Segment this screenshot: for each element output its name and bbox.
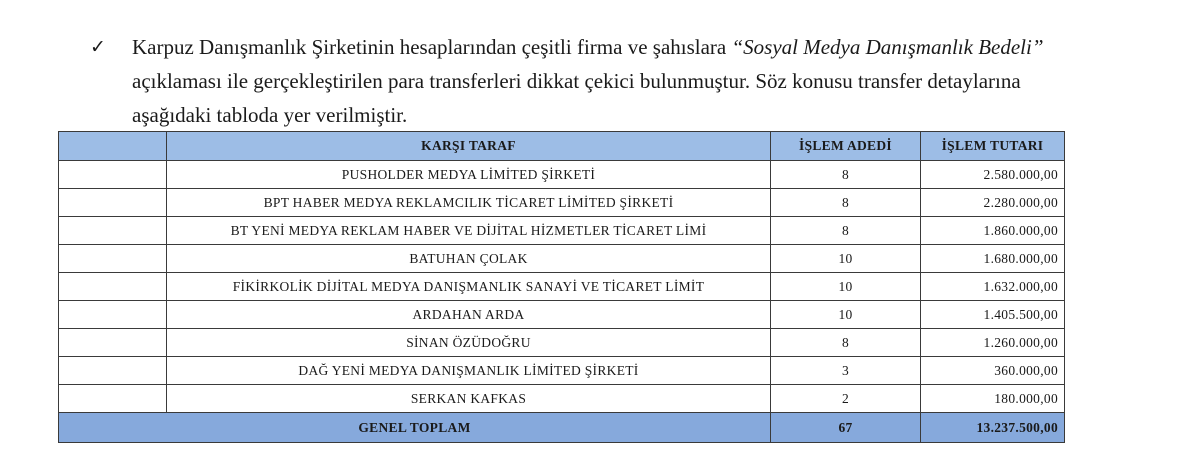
header-index — [59, 132, 167, 161]
table-row — [59, 245, 1065, 273]
counterparty-cell: SERKAN KAFKAS — [167, 385, 771, 413]
transaction-amount-cell: 2.580.000,00 — [921, 161, 1065, 189]
table-row — [59, 189, 1065, 217]
counterparty-cell: SİNAN ÖZÜDOĞRU — [167, 329, 771, 357]
transaction-count-cell: 3 — [771, 357, 921, 385]
transaction-count-cell: 8 — [771, 189, 921, 217]
row-index-cell — [59, 357, 167, 385]
header-transaction-amount: İŞLEM TUTARI — [921, 132, 1065, 161]
total-amount: 13.237.500,00 — [921, 413, 1065, 443]
transaction-count-cell: 8 — [771, 217, 921, 245]
table-row — [59, 329, 1065, 357]
transaction-count-cell: 10 — [771, 245, 921, 273]
row-index-cell — [59, 385, 167, 413]
counterparty-cell: ARDAHAN ARDA — [167, 301, 771, 329]
transfers-table — [58, 131, 1065, 443]
counterparty-cell: FİKİRKOLİK DİJİTAL MEDYA DANIŞMANLIK SANAYİ VE TİCARET LİMİT — [167, 273, 771, 301]
table-header-row — [59, 132, 1065, 161]
transaction-amount-cell: 1.860.000,00 — [921, 217, 1065, 245]
row-index-cell — [59, 273, 167, 301]
table-row — [59, 301, 1065, 329]
paragraph-quote: “Sosyal Medya Danışmanlık Bedeli” — [731, 35, 1044, 59]
checkmark-icon: ✓ — [90, 36, 106, 58]
transaction-count-cell: 10 — [771, 273, 921, 301]
table-body — [59, 161, 1065, 413]
transaction-count-cell: 8 — [771, 329, 921, 357]
transaction-count-cell: 8 — [771, 161, 921, 189]
transaction-amount-cell: 1.260.000,00 — [921, 329, 1065, 357]
row-index-cell — [59, 217, 167, 245]
intro-paragraph — [92, 30, 1092, 132]
transaction-amount-cell: 1.405.500,00 — [921, 301, 1065, 329]
transaction-amount-cell: 180.000,00 — [921, 385, 1065, 413]
row-index-cell — [59, 301, 167, 329]
table-row — [59, 161, 1065, 189]
header-counterparty: KARŞI TARAF — [167, 132, 771, 161]
paragraph-text-after: açıklaması ile gerçekleştirilen para transferleri dikkat çekici bulunmuştur. Söz konusu transfer detaylarına aşağıdaki tabloda yer verilmiştir. — [132, 69, 1021, 127]
row-index-cell — [59, 245, 167, 273]
total-label: GENEL TOPLAM — [59, 413, 771, 443]
paragraph-text-before: Karpuz Danışmanlık Şirketinin hesaplarından çeşitli firma ve şahıslara — [132, 35, 732, 59]
counterparty-cell: PUSHOLDER MEDYA LİMİTED ŞİRKETİ — [167, 161, 771, 189]
row-index-cell — [59, 161, 167, 189]
transaction-count-cell: 10 — [771, 301, 921, 329]
transaction-amount-cell: 1.632.000,00 — [921, 273, 1065, 301]
row-index-cell — [59, 189, 167, 217]
counterparty-cell: BPT HABER MEDYA REKLAMCILIK TİCARET LİMİTED ŞİRKETİ — [167, 189, 771, 217]
table-row — [59, 357, 1065, 385]
table-row — [59, 273, 1065, 301]
counterparty-cell: BT YENİ MEDYA REKLAM HABER VE DİJİTAL HİZMETLER TİCARET LİMİ — [167, 217, 771, 245]
header-transaction-count: İŞLEM ADEDİ — [771, 132, 921, 161]
row-index-cell — [59, 329, 167, 357]
paragraph-text — [92, 30, 1092, 132]
table-row — [59, 385, 1065, 413]
transaction-amount-cell: 1.680.000,00 — [921, 245, 1065, 273]
total-count: 67 — [771, 413, 921, 443]
counterparty-cell: DAĞ YENİ MEDYA DANIŞMANLIK LİMİTED ŞİRKETİ — [167, 357, 771, 385]
transaction-amount-cell: 2.280.000,00 — [921, 189, 1065, 217]
total-row — [59, 413, 1065, 443]
counterparty-cell: BATUHAN ÇOLAK — [167, 245, 771, 273]
transaction-count-cell: 2 — [771, 385, 921, 413]
table-row — [59, 217, 1065, 245]
transaction-amount-cell: 360.000,00 — [921, 357, 1065, 385]
